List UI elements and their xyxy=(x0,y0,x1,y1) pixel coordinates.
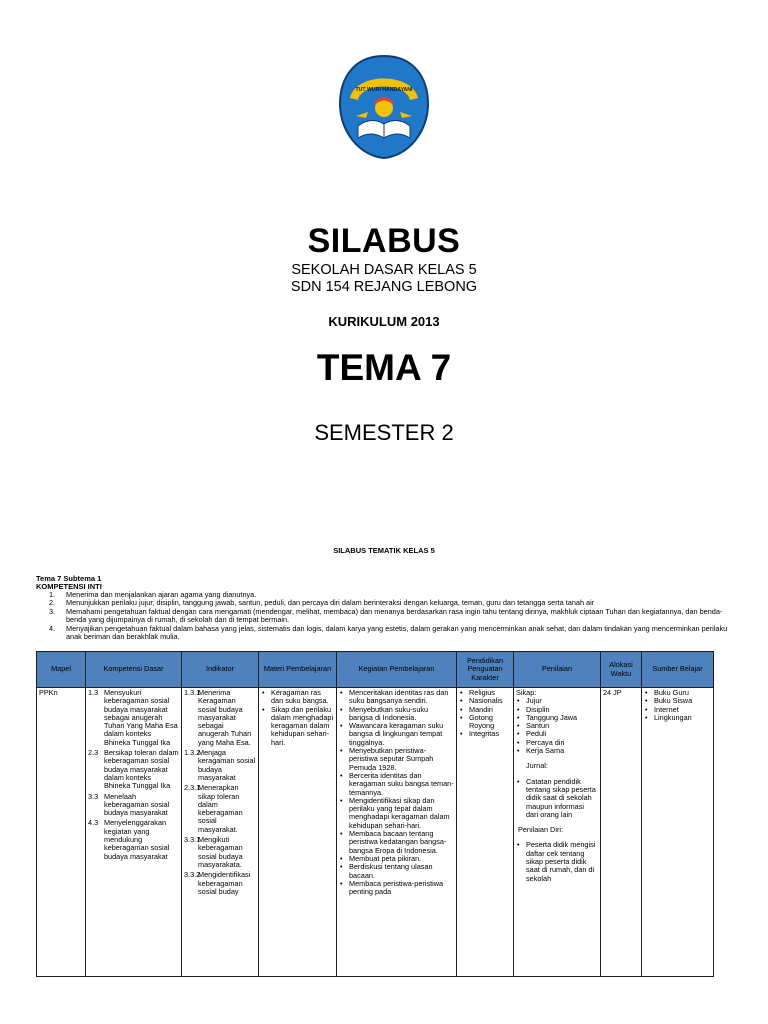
kd-item xyxy=(88,689,179,747)
karakter-item: • Nasionalis xyxy=(469,697,511,705)
jurnal-list xyxy=(516,778,598,819)
col-header-kegiatan: Kegiatan Pembelajaran xyxy=(337,652,457,688)
diri-item: • Peserta didik mengisi daftar cek tentang sikap peserta didik saat di rumah, dan di sekolah xyxy=(526,841,598,882)
col-header-mapel: Mapel xyxy=(37,652,86,688)
sikap-list xyxy=(516,697,598,755)
ki-text: Menyajikan pengetahuan faktual dalam bahasa yang jelas, sistematis dan logis, dalam karya yang estetis, dalam gerakan yang mencerminkan anak sehat, dan dalam tindakan yang mencerminkan perilaku anak beriman dan berakhlak mulia. xyxy=(66,623,728,642)
semester-label: SEMESTER 2 xyxy=(314,420,454,445)
col-header-karakter: Pendidikan Penguatan Karakter xyxy=(457,652,514,688)
indikator-item xyxy=(184,689,256,747)
sikap-item: • Disiplin xyxy=(526,706,598,714)
syllabus-table xyxy=(36,651,714,977)
kd-number: 4.3 xyxy=(88,818,99,828)
ki-number: 3. xyxy=(49,606,56,616)
kd-text: Mensyukuri keberagaman sosial budaya masyarakat sebagai anugerah Tuhan Yang Maha Esa dalam konteks Bhineka Tunggal Ika xyxy=(104,689,178,747)
penilaian-jurnal xyxy=(516,762,598,819)
cell-penilaian xyxy=(514,688,601,977)
indikator-number: 2.3.1 xyxy=(184,783,201,793)
cell-karakter xyxy=(457,688,514,977)
kd-item xyxy=(88,749,179,790)
sikap-item: • Jujur xyxy=(526,697,598,705)
indikator-text: Menerima Keragaman sosial budaya masyarakat sebagai anugerah Tuhan yang Maha Esa. xyxy=(198,689,252,747)
materi-item: • Sikap dan perilaku dalam menghadapi keragaman dalam kehidupan sehari-hari. xyxy=(271,706,334,747)
diri-list xyxy=(516,841,598,882)
kd-number: 3.3 xyxy=(88,791,99,801)
indikator-item xyxy=(184,749,256,782)
kegiatan-item: • Mengidentifikasi sikap dan perilaku yang tepat dalam menghadapi keragaman dalam kehidupan sehari-hari. xyxy=(349,797,454,830)
indikator-text: Menjaga keragaman sosial budaya masyarakat xyxy=(198,748,256,782)
indikator-number: 3.3.2 xyxy=(184,870,201,880)
theme-title: TEMA 7 xyxy=(316,347,452,388)
penilaian-sikap-label: Sikap: xyxy=(516,689,537,697)
mapel-value: PPKn xyxy=(39,689,58,697)
penilaian-diri-label: Penilaian Diri: xyxy=(518,825,564,835)
penilaian-jurnal-label: Jurnal: xyxy=(526,761,548,771)
kd-text: Menelaah keberagaman sosial budaya masyarakat xyxy=(104,791,170,818)
tut-wuri-handayani-logo xyxy=(334,52,434,162)
sumber-item: • Buku Guru xyxy=(654,689,711,697)
kegiatan-item: • Wawancara keragaman suku bangsa di lingkungan tempat tinggalnya. xyxy=(349,722,454,747)
kd-number: 1.3 xyxy=(88,689,99,697)
subtema-label: Tema 7 Subtema 1 xyxy=(36,574,102,583)
ki-text: Menunjukkan perilaku jujur, disiplin, tanggung jawab, santun, peduli, dan percaya diri dalam berinteraksi dengan keluarga, teman, guru dan tetangga serta tanah air xyxy=(66,598,595,608)
col-header-indikator: Indikator xyxy=(182,652,259,688)
col-header-sumber: Sumber Belajar xyxy=(642,652,714,688)
indikator-item xyxy=(184,871,256,896)
cell-indikator xyxy=(182,688,259,977)
alokasi-value: 24 JP xyxy=(603,689,622,697)
col-header-kompetensi-dasar: Kompetensi Dasar xyxy=(86,652,182,688)
indikator-item xyxy=(184,836,256,869)
indikator-number: 1.3.2 xyxy=(184,748,201,758)
cell-mapel xyxy=(37,688,86,977)
curriculum-label: KURIKULUM 2013 xyxy=(328,314,440,329)
sumber-list xyxy=(644,689,711,722)
ki-text: Memahami pengetahuan faktual dengan cara mengamati (mendengar, melihat, membaca) dan menanya berdasarkan rasa ingin tahu tentang dirinya, makhluk ciptaan Tuhan dan kegiatannya, dan benda-benda yang dijumpainya di rumah, di sekolah dan di tempat bermain. xyxy=(66,606,723,625)
kegiatan-list xyxy=(339,689,454,896)
karakter-list xyxy=(459,689,511,739)
penilaian-diri xyxy=(516,826,598,883)
cell-materi xyxy=(259,688,337,977)
indikator-item xyxy=(184,784,256,834)
school-name: SDN 154 REJANG LEBONG xyxy=(290,279,478,295)
ki-item xyxy=(49,606,736,625)
indikator-number: 3.3.1 xyxy=(184,835,201,845)
kd-number: 2.3 xyxy=(88,748,99,758)
ki-item xyxy=(49,623,736,642)
sikap-item: • Kerja Sama xyxy=(526,747,598,755)
school-level: SEKOLAH DASAR KELAS 5 xyxy=(291,262,477,278)
karakter-item: • Gotong Royong xyxy=(469,714,511,731)
cell-sumber xyxy=(642,688,714,977)
kegiatan-item: • Membaca peristiwa-peristiwa penting pada xyxy=(349,880,454,897)
logo-motto: TUT WURI HANDAYANI xyxy=(355,87,413,93)
ki-number: 1. xyxy=(49,590,56,599)
kd-text: Bersikap toleran dalam keberagaman sosial budaya masyarakat dalam konteks Bhineka Tunggal Ika xyxy=(104,748,179,791)
table-row xyxy=(37,688,714,977)
cell-kompetensi-dasar xyxy=(86,688,182,977)
kompetensi-inti-list xyxy=(36,591,736,641)
cell-kegiatan xyxy=(337,688,457,977)
document-heading: SILABUS TEMATIK KELAS 5 xyxy=(333,546,435,555)
sumber-item: • Buku Siswa xyxy=(654,697,711,705)
sumber-item: • Internet xyxy=(654,706,711,714)
indikator-text: Mengikuti keberagaman sosial budaya masyarakata. xyxy=(198,835,243,869)
kegiatan-item: • Menyebutkan peristiwa-peristiwa seputar Sumpah Pemuda 1928. xyxy=(349,747,454,772)
kompetensi-inti-heading: KOMPETENSI INTI xyxy=(36,582,102,591)
kegiatan-item: • Bercerita identitas dan keragaman suku bangsa teman-temannya. xyxy=(349,772,454,797)
kd-text: Menyelenggarakan kegiatan yang mendukung keberagaman sosial budaya masyarakat xyxy=(104,818,170,861)
karakter-item: • Integritas xyxy=(469,730,511,738)
kd-item xyxy=(88,819,179,860)
ki-number: 4. xyxy=(49,623,56,633)
kd-item xyxy=(88,793,179,818)
kegiatan-item: • Membuat peta pikiran. xyxy=(349,855,454,863)
materi-list xyxy=(261,689,334,747)
indikator-text: Mengidentifikasi keberagaman sosial buday xyxy=(198,870,251,896)
penilaian-sikap xyxy=(516,689,598,755)
sumber-item: • Lingkungan xyxy=(654,714,711,722)
ki-text: Menerima dan menjalankan ajaran agama yang dianutnya. xyxy=(66,590,257,599)
indikator-text: Menerapkan sikap toleran dalam keberagaman sosial masyarakat. xyxy=(198,783,243,834)
col-header-penilaian: Penilaian xyxy=(514,652,601,688)
kegiatan-item: • Membaca bacaan tentang peristiwa kedatangan bangsa-bangsa Eropa di Indonesia. xyxy=(349,830,454,855)
cell-alokasi xyxy=(601,688,642,977)
kegiatan-item: • Berdiskusi tentang ulasan bacaan. xyxy=(349,863,454,880)
kegiatan-item: • Menyebutkan suku-suku bangsa di Indonesia. xyxy=(349,706,454,723)
jurnal-item: • Catatan pendidik tentang sikap peserta didik saat di sekolah maupun informasi dari orang lain xyxy=(526,778,598,819)
kegiatan-item: • Menceritakan identitas ras dan suku bangsanya sendiri. xyxy=(349,689,454,706)
karakter-item: • Religius xyxy=(469,689,511,697)
cover-title: SILABUS xyxy=(307,222,461,260)
sikap-item: • Peduli xyxy=(526,730,598,738)
table-header-row xyxy=(37,652,714,688)
col-header-materi: Materi Pembelajaran xyxy=(259,652,337,688)
col-header-alokasi: Alokasi Waktu xyxy=(601,652,642,688)
karakter-item: • Mandiri xyxy=(469,706,511,714)
materi-item: • Keragaman ras dan suku bangsa. xyxy=(271,689,334,706)
sikap-item: • Tanggung Jawa xyxy=(526,714,598,722)
ki-number: 2. xyxy=(49,598,56,608)
sikap-item: • Santun xyxy=(526,722,598,730)
indikator-number: 1.3.1 xyxy=(184,689,201,697)
sikap-item: • Percaya diri xyxy=(526,739,598,747)
